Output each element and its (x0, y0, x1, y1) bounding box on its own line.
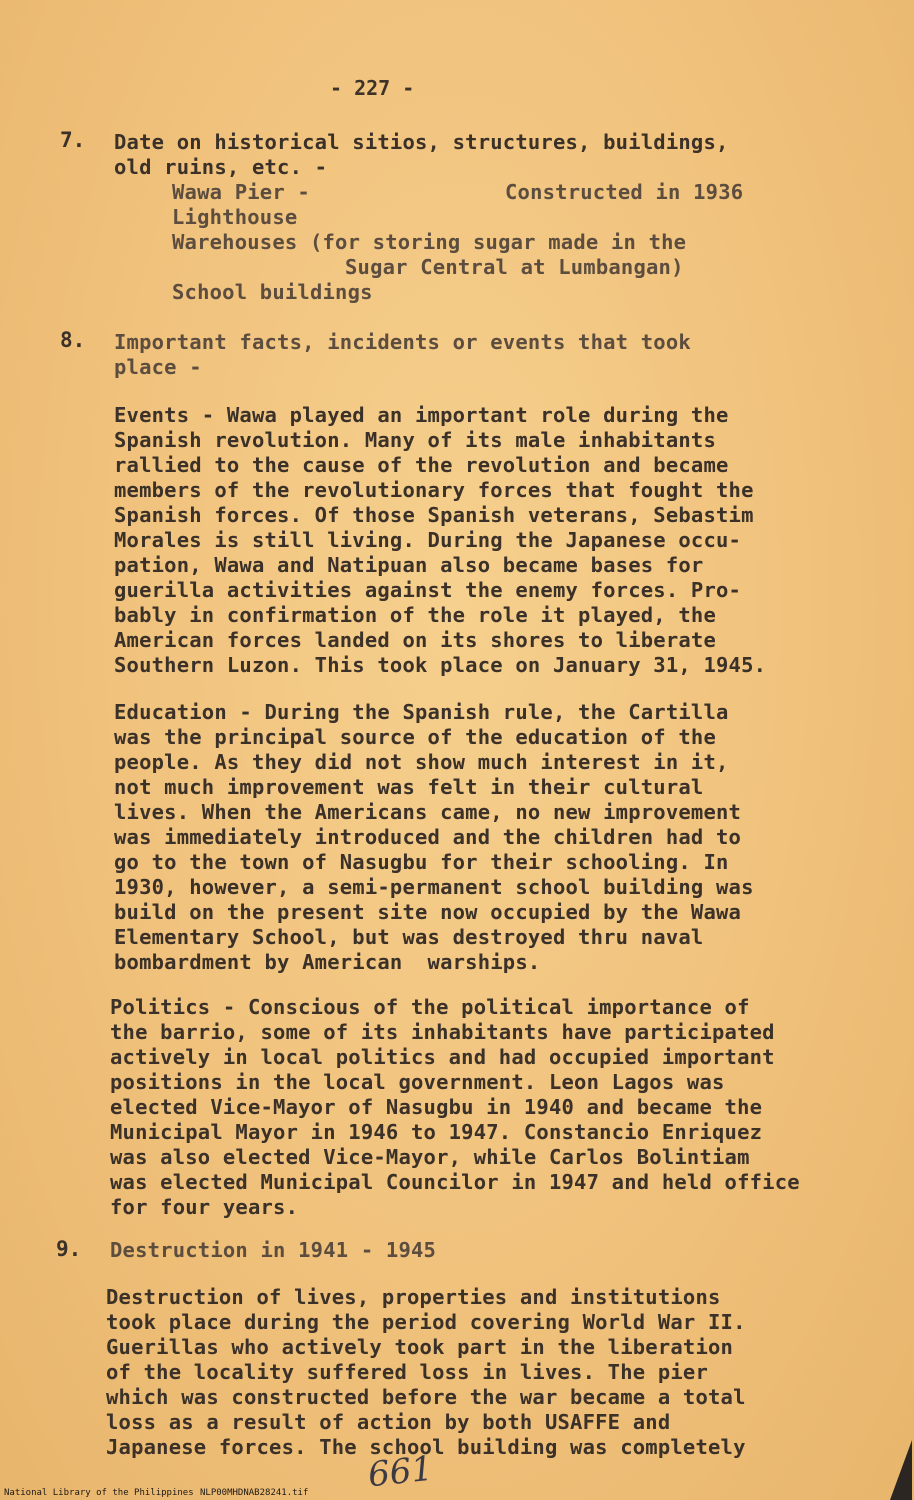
paragraph-line: go to the town of Nasugbu for their schooling. In (114, 850, 729, 874)
paragraph-line: positions in the local government. Leon Lagos was (110, 1070, 725, 1094)
page-number: - 227 - (330, 76, 415, 100)
paragraph-line: Southern Luzon. This took place on January 31, 1945. (114, 653, 767, 677)
paragraph-line: bombardment by American warships. (114, 950, 541, 974)
paragraph-line: for four years. (110, 1195, 299, 1219)
paragraph-line: not much improvement was felt in their cultural (114, 775, 704, 799)
section-7-title-line-1: Date on historical sitios, structures, buildings, (114, 130, 729, 154)
paragraph-line: was elected Municipal Councilor in 1947 and held office (110, 1170, 800, 1194)
section-7-item-lighthouse: Lighthouse (172, 205, 298, 229)
paragraph-line: took place during the period covering World War II. (106, 1310, 746, 1334)
paragraph-line: bably in confirmation of the role it played, the (114, 603, 717, 627)
section-7-item-warehouses-1: Warehouses (for storing sugar made in the (172, 230, 687, 254)
paragraph-line: people. As they did not show much interest in it, (114, 750, 729, 774)
paragraph-line: loss as a result of action by both USAFFE and (106, 1410, 671, 1434)
paragraph-line: Spanish forces. Of those Spanish veterans, Sebastim (114, 503, 754, 527)
paragraph-line: build on the present site now occupied by the Wawa (114, 900, 742, 924)
section-8-number: 8. (60, 328, 86, 352)
paragraph-line: actively in local politics and had occupied important (110, 1045, 775, 1069)
section-8-title-line-2: place - (114, 355, 202, 379)
paragraph-line: which was constructed before the war became a total (106, 1385, 746, 1409)
paragraph-line: Japanese forces. The school building was completely (106, 1435, 746, 1459)
paragraph-line: 1930, however, a semi-permanent school building was (114, 875, 754, 899)
paragraph-line: the barrio, some of its inhabitants have participated (110, 1020, 775, 1044)
paragraph-line: guerilla activities against the enemy forces. Pro- (114, 578, 742, 602)
paragraph-line: was immediately introduced and the children had to (114, 825, 742, 849)
paragraph-line: Spanish revolution. Many of its male inhabitants (114, 428, 717, 452)
paragraph-line: Morales is still living. During the Japanese occu- (114, 528, 742, 552)
paragraph-line: Municipal Mayor in 1946 to 1947. Constancio Enriquez (110, 1120, 763, 1144)
paragraph-line: members of the revolutionary forces that fought the (114, 478, 754, 502)
section-7-item-warehouses-2: Sugar Central at Lumbangan) (345, 255, 684, 279)
paragraph-line: Guerillas who actively took part in the liberation (106, 1335, 734, 1359)
section-7-number: 7. (60, 128, 86, 152)
paragraph-line: rallied to the cause of the revolution and became (114, 453, 729, 477)
paragraph-line: was also elected Vice-Mayor, while Carlos Bolintiam (110, 1145, 750, 1169)
paragraph-line: American forces landed on its shores to liberate (114, 628, 717, 652)
section-7-item-school: School buildings (172, 280, 373, 304)
section-7-item-pier: Wawa Pier - (172, 180, 310, 204)
section-9-title: Destruction in 1941 - 1945 (110, 1238, 437, 1262)
paragraph-line: pation, Wawa and Natipuan also became bases for (114, 553, 704, 577)
section-8-title-line-1: Important facts, incidents or events that took (114, 330, 691, 354)
paragraph-line: of the locality suffered loss in lives. The pier (106, 1360, 709, 1384)
paragraph-line: Events - Wawa played an important role during the (114, 403, 729, 427)
paragraph-line: Education - During the Spanish rule, the Cartilla (114, 700, 729, 724)
handwritten-page-note: 661 (366, 1448, 435, 1496)
section-7-item-pier-note: Constructed in 1936 (505, 180, 744, 204)
paragraph-line: was the principal source of the education of the (114, 725, 717, 749)
footer-library-label: National Library of the Philippines (4, 1488, 194, 1498)
corner-paper-fold (890, 1440, 912, 1500)
paragraph-line: Elementary School, but was destroyed thru naval (114, 925, 704, 949)
paragraph-line: Destruction of lives, properties and institutions (106, 1285, 721, 1309)
paragraph-line: elected Vice-Mayor of Nasugbu in 1940 and became the (110, 1095, 763, 1119)
section-7-title-line-2: old ruins, etc. - (114, 155, 328, 179)
footer-file-id: NLP00MHDNAB28241.tif (200, 1488, 309, 1498)
section-9-number: 9. (56, 1237, 82, 1261)
paragraph-line: lives. When the Americans came, no new improvement (114, 800, 742, 824)
paragraph-line: Politics - Conscious of the political importance of (110, 995, 750, 1019)
